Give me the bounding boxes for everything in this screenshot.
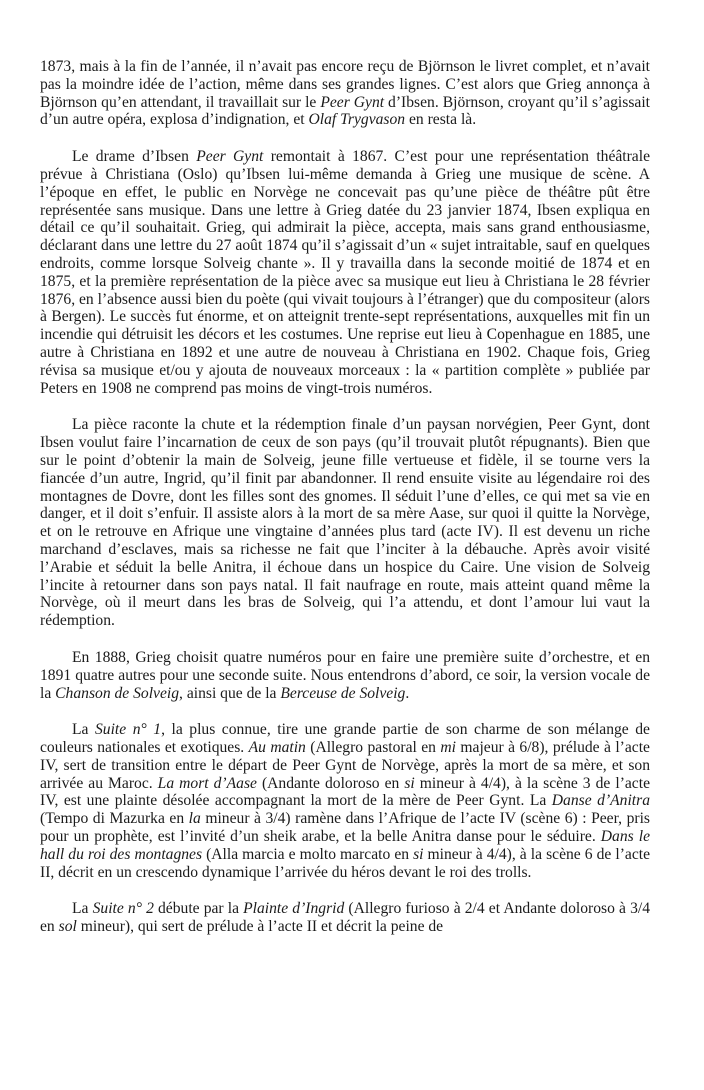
paragraph-3 [40,416,650,630]
text-run: (Tempo di Mazurka en [40,810,189,828]
text-run: (Andante doloroso en [256,774,405,792]
document-page [40,58,650,955]
italic-run: Olaf Trygvason [308,111,406,129]
italic-run: Au matin [248,739,306,757]
text-run: mineur à 4/4), à la scène 6 de l’acte II, décrit en un crescendo dynamique l’arrivée du héros devant le roi des trolls. [40,845,650,881]
italic-run: la [188,810,201,828]
italic-run: Chanson de Solveig [55,684,180,702]
text-run: En 1888, Grieg choisit quatre numéros pour en faire une première suite d’orchestre, et en 1891 quatre autres pour une seconde suite. Nous entendrons d’abord, ce soir, la version vocale de la [40,648,650,702]
italic-run: Peer Gynt [196,148,264,166]
text-run: 1873, mais à la fin de l’année, il n’avait pas encore reçu de Björnson le livret complet, et n’avait pas la moindre idée de l’action, même dans ses grandes lignes. C’est alors que Grieg annonça à Björnson qu’en attendant, il travaillait sur le [40,58,650,111]
text-run: La [72,900,93,918]
text-run: débute par la [153,900,244,918]
paragraph-2 [40,148,650,397]
text-run: majeur à 6/8), prélude à l’acte IV, sert de transition entre le départ de Peer Gynt de Norvège, après la mort de sa mère, et son arrivée au Maroc. [40,739,650,792]
text-run: mineur à 4/4), à la scène 3 de l’acte IV, est une plainte désolée accompagnant la mort de la mère de Peer Gynt. La [40,774,650,810]
italic-run: La mort d’Aase [157,774,257,792]
text-run: La pièce raconte la chute et la rédemption finale d’un paysan norvégien, Peer Gynt, dont Ibsen voulut faire l’incarnation de ceux de son pays (qu’il trouvait plutôt répugnants). Bien que sur le point d’obtenir la main de Solveig, jeune fille vertueuse et fidèle, il se tourne vers la fiancée d’un autre, Ingrid, qu’il finit par abandonner. Il rend ensuite visite au légendaire roi des montagnes de Dovre, dont les filles sont des gnomes. Il séduit l’une d’elles, ce qui met sa vie en danger, et il doit s’enfuir. Il assiste alors à la mort de sa mère Aase, sur quoi il quitte la Norvège, et on le retrouve en Afrique une vingtaine d’années plus tard (acte IV). Il est devenu un riche marchand d’esclaves, mais sa richesse ne fait que l’inciter à la débauche. Après avoir visité l’Arabie et séduit la belle Anitra, il échoue dans un hospice du Caire. Une vision de Solveig l’incite à retourner dans son pays natal. Il fait naufrage en route, mais atteint quand même la Norvège, où il meurt dans les bras de Solveig, qui l’a attendu, et dont l’amour lui vaut la rédemption. [40,416,650,630]
text-run: . [405,684,410,702]
text-run: La [72,721,95,739]
italic-run: Berceuse de Solveig [280,684,406,702]
italic-run: sol [58,918,77,936]
italic-run: Dans le hall du roi des montagnes [40,828,650,863]
text-run: remontait à 1867. C’est pour une représentation théâtrale prévue à Christiana (Oslo) qu’Ibsen lui-même demanda à Grieg une musique de scène. A l’époque en effet, le public en Norvège ne concevait pas qu’une pièce de théâtre pût être représentée sans musique. Dans une lettre à Grieg datée du 23 janvier 1874, Ibsen expliqua en détail ce qu’il souhaitait. Grieg, qui admirait la pièce, accepta, mais sans grand enthousiasme, déclarant dans une lettre du 27 août 1874 qu’il s’agissait d’un « sujet intraitable, sauf en quelques endroits, comme lorsque Solveig chante ». Il y travailla dans la seconde moitié de 1874 et en 1875, et la première représentation de la pièce avec sa musique eut lieu à Christiana le 28 février 1876, en l’absence aussi bien du poète (qui vivait toujours à l’étranger) que du compositeur (alors à Bergen). Le succès fut énorme, et on atteignit trente-sept représentations, auxquelles mit fin un incendie qui détruisit les décors et les costumes. Une reprise eut lieu à Copenhague en 1885, une autre à Christiana en 1892 et une autre de nouveau à Christiana en 1902. Chaque fois, Grieg révisa sa musique et/ou y ajouta de nouveaux morceaux : la « partition complète » publiée par Peters en 1908 ne comprend pas moins de vingt-trois numéros. [40,148,650,397]
italic-run: si [404,774,415,792]
text-run: (Allegro furioso à 2/4 et Andante doloroso à 3/4 en [40,900,650,936]
italic-run: Plainte d’Ingrid [243,900,345,918]
italic-run: Peer Gynt [320,93,385,111]
text-run: mineur), qui sert de prélude à l’acte II et décrit la peine de [76,918,444,936]
paragraph-5 [40,721,650,881]
text-run: , la plus connue, tire une grande partie de son charme de son mélange de couleurs nationales et exotiques. [40,721,650,757]
text-run: mineur à 3/4) ramène dans l’Afrique de l’acte IV (scène 6) : Peer, pris pour un prophète, est l’invité d’un sheik arabe, et la belle Anitra danse pour le séduire. [40,810,650,846]
paragraph-4 [40,649,650,702]
italic-run: mi [440,739,456,757]
text-run: (Allegro pastoral en [305,739,441,757]
text-run: d’Ibsen. Björnson, croyant qu’il s’agissait d’un autre opéra, explosa d’indignation, et [40,93,650,129]
paragraph-6 [40,900,650,936]
text-run: en resta là. [405,111,477,129]
paragraph-1 [40,58,650,129]
italic-run: Danse d’Anitra [551,792,650,810]
text-run: , ainsi que de la [179,684,281,702]
text-run: Le drame d’Ibsen [72,148,197,166]
text-run: (Alla marcia e molto marcato en [202,845,414,863]
italic-run: si [413,845,424,863]
italic-run: Suite n° 2 [92,900,154,918]
italic-run: Suite n° 1 [94,721,162,739]
